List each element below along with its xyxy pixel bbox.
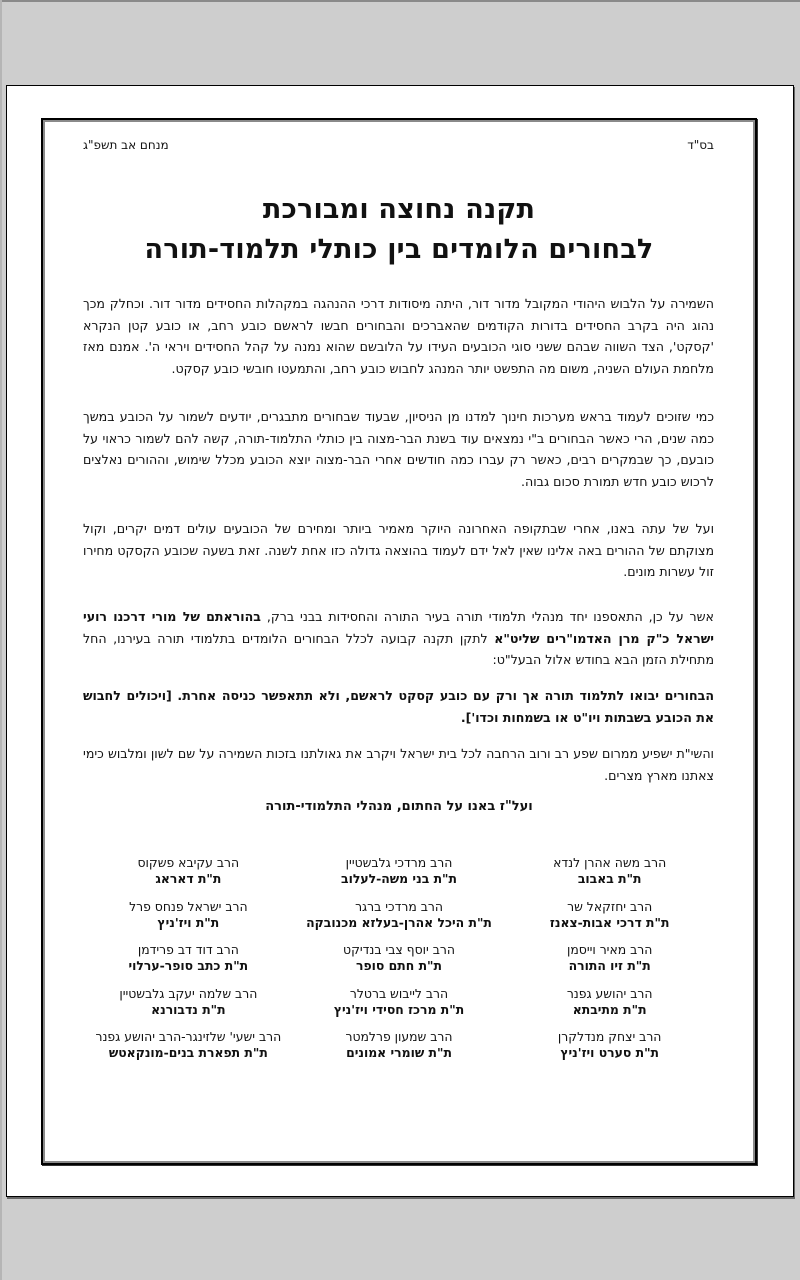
signer-name: הרב יחזקאל שר: [567, 898, 653, 914]
signer-name: הרב יוסף צבי בנדיקט: [343, 942, 455, 958]
signer-name: הרב מרדכי ברגר: [355, 898, 443, 914]
signature: [83, 1029, 294, 1065]
signer-institution: ת"ת בני משה-לעלוב: [341, 871, 457, 886]
signer-name: הרב משה אהרן לנדא: [553, 855, 667, 870]
document-title: [43, 190, 755, 270]
signer-name: הרב מרדכי גלבשטיין: [345, 855, 453, 870]
signer-name: הרב לייבוש ברטלר: [349, 985, 449, 1001]
paragraph-4: [83, 606, 714, 671]
signature: [294, 899, 505, 935]
signer-name: הרב דוד דב פרידמן: [137, 942, 239, 958]
signer-institution: ת"ת כתב סופר-ערלוי: [128, 958, 249, 974]
signer-institution: ת"ת דרכי אבות-צאנז: [549, 914, 670, 930]
bsd-mark: בס"ד: [687, 138, 714, 152]
signer-name: הרב מאיר וייסמן: [567, 942, 653, 958]
signer-institution: ת"ת מרכז חסידי ויז'ניץ: [333, 1001, 465, 1017]
signer-name: הרב ישראל פנחס פרל: [129, 898, 248, 914]
ruling-paragraph: הבחורים יבואו לתלמוד תורה אך ורק עם כובע קסקט לראשם, ולא תתאפשר כניסה אחרת. [ויכולים לחבוש את הכובע בשבתות ויו"ט או בשמחות וכדו'].: [83, 688, 714, 725]
signer-name: הרב עקיבא פשקוס: [137, 855, 240, 870]
document-page: [6, 85, 794, 1197]
signature: [504, 986, 715, 1022]
signer-institution: ת"ת נדבורנא: [151, 1001, 226, 1017]
signer-name: הרב שלמה יעקב גלבשטיין: [119, 985, 258, 1001]
signer-institution: ת"ת סערט ויז'ניץ: [560, 1045, 659, 1061]
signature: [294, 1029, 505, 1065]
paragraph-4-part-c: לתקן תקנה קבועה לכלל הבחורים הלומדים בתלמודי תורה בעירנו, החל מתחילת הזמן הבא בחודש אלול הבעל"ט:: [83, 630, 714, 667]
paragraph-4-bold: בהוראתם של מורי דרכנו רועי ישראל כ"ק מרן האדמו"רים שליט"א: [83, 609, 714, 646]
page-border-frame: [41, 118, 757, 1165]
signature: [83, 942, 294, 978]
paragraph-1: השמירה על הלבוש היהודי המקובל מדור דור, היתה מיסודות דרכי ההנהגה במקהלות החסידים מדור דור. וכחלק מכך נהוג היה בקרב החסידים בדורות הקודמים שהאברכים והבחורים חבשו לראשם כובע רחב, או כובע קטן הנקרא 'קסקט', הצד השווה שבהם ששני סוגי הכובעים העידו על הלובשם שהוא נמנה על קהל החסידים ויראי ה'. אמנם מאז מלחמת העולם השניה, משום מה התפשט יותר המנהג לחבוש כובע רחב, והתמעטו חובשי כובע קסקט.: [83, 296, 714, 376]
page-header: [83, 138, 714, 154]
signer-institution: ת"ת היכל אהרן-בעלזא מכנובקה: [306, 914, 492, 930]
signer-institution: ת"ת זיו התורה: [568, 958, 651, 974]
signer-name: הרב ישעי' שלזינגר-הרב יהושע גפנר: [95, 1029, 282, 1045]
signer-institution: ת"ת ויז'ניץ: [157, 914, 220, 930]
signature: [294, 986, 505, 1022]
title-line-1: תקנה נחוצה ומבורכת: [262, 194, 536, 225]
signer-name: הרב יהושע גפנר: [566, 985, 653, 1001]
signer-name: הרב שמעון פרלמטר: [345, 1029, 453, 1045]
date-hebrew: מנחם אב תשפ"ג: [83, 138, 169, 152]
signer-name: הרב יצחק מנדלקרן: [557, 1029, 662, 1045]
paragraph-4-part-a: אשר על כן, התאספנו יחד מנהלי תלמודי תורה בעיר התורה והחסידות בבני ברק,: [260, 609, 714, 624]
viewer-top-edge: [0, 0, 800, 2]
signer-institution: ת"ת דאראג: [155, 871, 222, 886]
blessing-paragraph: והשי"ת ישפיע ממרום שפע רב ורוב הרחבה לכל בית ישראל ויקרב את גאולתנו בזכות השמירה על שם לשון ומלבוש כימי צאתנו מארץ מצרים.: [83, 746, 714, 783]
signatures-heading: ועל"ז באנו על החתום, מנהלי התלמודי-תורה: [265, 799, 533, 814]
signature: [504, 899, 715, 935]
signer-institution: ת"ת באבוב: [577, 871, 642, 886]
signature: [83, 899, 294, 935]
title-line-2: לבחורים הלומדים בין כותלי תלמוד-תורה: [144, 234, 654, 265]
signer-institution: ת"ת שומרי אמונים: [346, 1045, 452, 1061]
signer-institution: ת"ת תפארת בנים-מונקאטש: [108, 1045, 268, 1061]
viewer-left-edge: [0, 0, 2, 1280]
signature: [294, 855, 505, 891]
signature: [504, 942, 715, 978]
paragraph-2: כמי שזוכים לעמוד בראש מערכות חינוך למדנו מן הניסיון, שבעוד שבחורים מתבגרים, יודעים לשמור על הכובע במשך כמה שנים, הרי כאשר הבחורים ב"י נמצאים עוד בשנת הבר-מצוה בין כותלי התלמוד-תורה, קשה להם לשמור כראוי על כובעם, כך שבמקרים רבים, כאשר רק עברו כמה חודשים אחרי הבר-מצוה יוצא הכובע מכלל שימוש, וההורים נאלצים לרכוש כובע חדש תמורת סכום גבוה.: [83, 409, 714, 489]
signature: [504, 855, 715, 891]
signature: [294, 942, 505, 978]
signer-institution: ת"ת חתם סופר: [356, 958, 442, 974]
signature: [83, 986, 294, 1022]
signature: [83, 855, 294, 891]
signature: [504, 1029, 715, 1065]
signatures-grid: [83, 855, 715, 1065]
paragraph-3: ועל של עתה באנו, אחרי שבתקופה האחרונה היוקר מאמיר ביותר ומחירם של הכובעים עולים דמים יקרים, וקול מצוקתם של ההורים באה אלינו שאין לאל ידם לעמוד בהוצאה גדולה כזו אחת לשנה. זאת בשעה שכובע הקסקט מחירו זול עשרות מונים.: [83, 521, 714, 579]
signer-institution: ת"ת מתיבתא: [572, 1001, 647, 1017]
